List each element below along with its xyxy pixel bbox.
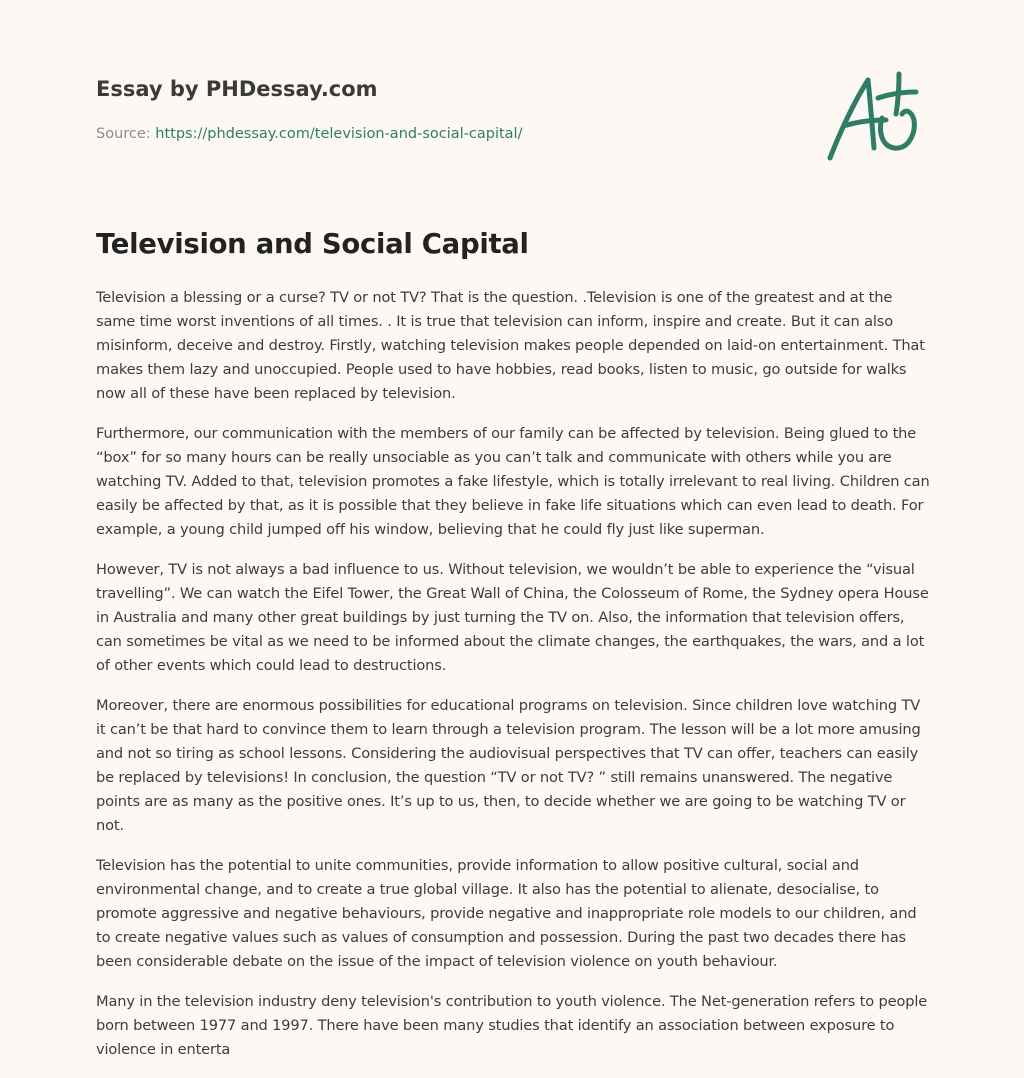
essay-paragraph: However, TV is not always a bad influence to us. Without television, we wouldn’t be able to experience the “visual travelling”. We can watch the Eifel Tower, the Great Wall of China, the Colosseum of Rome, the Sydney opera House in Australia and many other great buildings by just turning the TV on. Also, the information that television offers, can sometimes be vital as we need to be informed about the climate changes, the earthquakes, the wars, and a lot of other events which could lead to destructions. [96, 561, 929, 674]
essay-body [96, 224, 932, 1078]
essay-paragraph: Television has the potential to unite communities, provide information to allow positive cultural, social and environmental change, and to create a true global village. It also has the potential to alienate, desocialise, to promote aggressive and negative behaviours, provide negative and inappropriate role models to our children, and to create negative values such as values of consumption and possession. During the past two decades there has been considerable debate on the issue of the impact of television violence on youth behaviour. [96, 857, 917, 970]
a-plus-logo-icon [820, 62, 930, 172]
source-link[interactable]: https://phdessay.com/television-and-social-capital/ [155, 126, 523, 142]
essay-paragraph: Furthermore, our communication with the members of our family can be affected by television. Being glued to the “box” for so many hours can be really unsociable as you can’t talk and communicate with others while you are watching TV. Added to that, television promotes a fake lifestyle, which is totally irrelevant to real living. Children can easily be affected by that, as it is possible that they believe in fake life situations which can even lead to death. For example, a young child jumped off his window, believing that he could fly just like superman. [96, 425, 930, 538]
site-title: Essay by PHDessay.com [96, 77, 378, 101]
essay-title: Television and Social Capital [96, 228, 529, 260]
essay-paragraph: Many in the television industry deny television's contribution to youth violence. The Net-generation refers to people born between 1977 and 1997. There have been many studies that identify an association between exposure to violence in enterta [96, 993, 928, 1058]
essay-paragraph: Television a blessing or a curse? TV or not TV? That is the question. .Television is one of the greatest and at the same time worst inventions of all times. . It is true that television can inform, inspire and create. But it can also misinform, deceive and destroy. Firstly, watching television makes people depended on laid-on entertainment. That makes them lazy and unoccupied. People used to have hobbies, read books, listen to music, go outside for walks now all of these have been replaced by television. [96, 289, 925, 402]
essay-paragraph: Moreover, there are enormous possibilities for educational programs on television. Since children love watching TV it can’t be that hard to convince them to learn through a television program. The lesson will be a lot more amusing and not so tiring as school lessons. Considering the audiovisual perspectives that TV can offer, teachers can easily be replaced by televisions! In conclusion, the question “TV or not TV? ” still remains unanswered. The negative points are as many as the positive ones. It’s up to us, then, to decide whether we are going to be watching TV or not. [96, 697, 921, 834]
source-label: Source: [96, 126, 151, 142]
page-header [96, 74, 796, 144]
source-line [96, 124, 796, 144]
